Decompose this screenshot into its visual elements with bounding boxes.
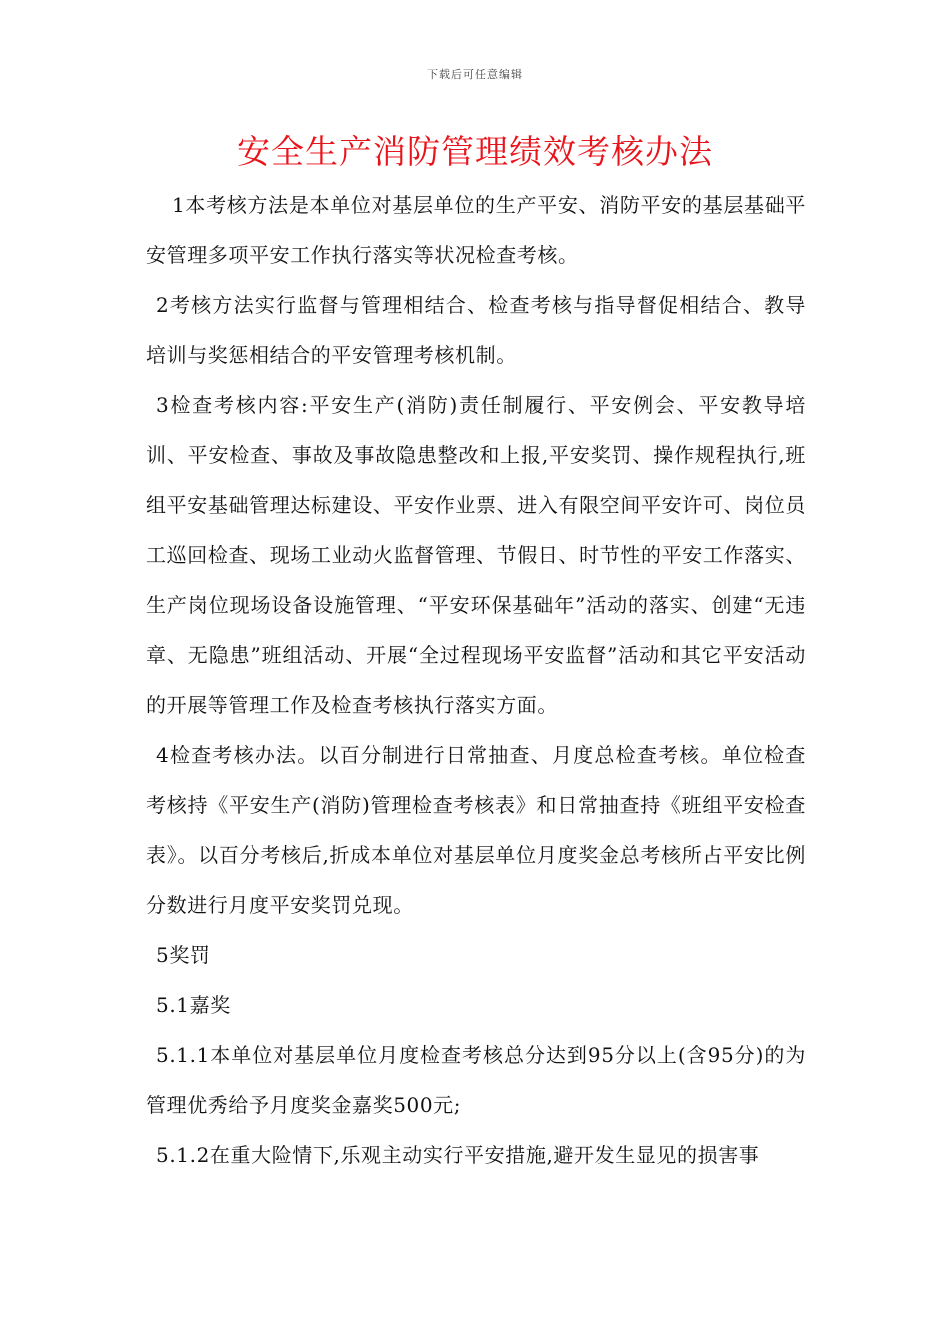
- paragraph-5-1-2: 5.1.2在重大险情下,乐观主动实行平安措施,避开发生显见的损害事: [156, 1143, 760, 1167]
- section-heading-rewards-penalties: 5奖罚: [156, 943, 211, 967]
- subsection-heading-rewards: 5.1嘉奖: [156, 993, 231, 1017]
- paragraph-2: 2考核方法实行监督与管理相结合、检查考核与指导督促相结合、教导培训与奖惩相结合的平安管理考核机制。: [146, 293, 806, 367]
- paragraph-4: 4检查考核办法。以百分制进行日常抽查、月度总检查考核。单位检查考核持《平安生产(消防)管理检查考核表》和日常抽查持《班组平安检查表》。以百分考核后,折成本单位对基层单位月度奖金总考核所占平安比例分数进行月度平安奖罚兑现。: [146, 743, 806, 917]
- document-title: 安全生产消防管理绩效考核办法: [237, 132, 713, 171]
- paragraph-3: 3检查考核内容:平安生产(消防)责任制履行、平安例会、平安教导培训、平安检查、事故及事故隐患整改和上报,平安奖罚、操作规程执行,班组平安基础管理达标建设、平安作业票、进入有限空间平安许可、岗位员工巡回检查、现场工业动火监督管理、节假日、时节性的平安工作落实、生产岗位现场设备设施管理、“平安环保基础年”活动的落实、创建“无违章、无隐患”班组活动、开展“全过程现场平安监督”活动和其它平安活动的开展等管理工作及检查考核执行落实方面。: [146, 393, 806, 717]
- document-body: [146, 180, 806, 1180]
- page-header-note: 下载后可任意编辑: [427, 68, 523, 81]
- paragraph-1: 1本考核方法是本单位对基层单位的生产平安、消防平安的基层基础平安管理多项平安工作执行落实等状况检查考核。: [146, 193, 806, 267]
- paragraph-5-1-1: 5.1.1本单位对基层单位月度检查考核总分达到95分以上(含95分)的为管理优秀给予月度奖金嘉奖500元;: [146, 1043, 806, 1117]
